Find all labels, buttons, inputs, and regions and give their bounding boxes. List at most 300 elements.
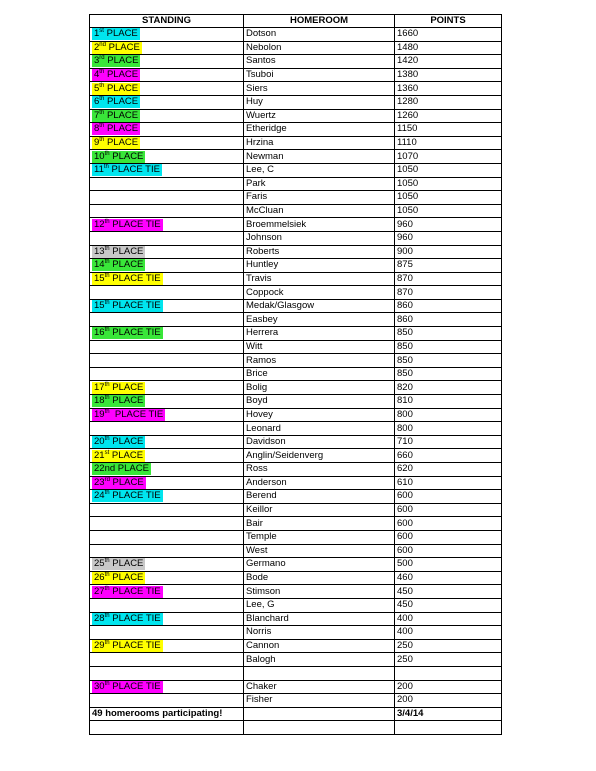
- table-row: [90, 327, 502, 341]
- place-number: 18: [94, 395, 105, 407]
- points-cell: 870: [395, 272, 502, 286]
- table-row: [90, 367, 502, 381]
- points-cell: 1360: [395, 82, 502, 96]
- standing-cell: [90, 245, 244, 259]
- place-label: PLACE TIE: [108, 164, 160, 176]
- table-row: [90, 666, 502, 680]
- table-row: [90, 95, 502, 109]
- place-badge: [92, 300, 163, 312]
- homeroom-cell: Anderson: [244, 476, 395, 490]
- homeroom-cell: Ross: [244, 463, 395, 477]
- place-label: PLACE: [105, 41, 140, 53]
- points-cell: 660: [395, 449, 502, 463]
- place-label: PLACE: [104, 109, 139, 121]
- points-cell: 1110: [395, 136, 502, 150]
- participants-note: 49 homerooms participating!: [90, 707, 244, 721]
- place-number: 27: [94, 585, 105, 597]
- homeroom-cell: Dotson: [244, 28, 395, 42]
- homeroom-cell: Lee, C: [244, 163, 395, 177]
- standing-cell: [90, 626, 244, 640]
- place-number: 25: [94, 558, 105, 570]
- place-ordinal-suffix: th: [104, 639, 110, 646]
- place-number: 19: [94, 408, 105, 420]
- table-row: [90, 231, 502, 245]
- homeroom-cell: Witt: [244, 340, 395, 354]
- place-label: PLACE TIE: [109, 585, 161, 597]
- place-badge: [92, 273, 163, 285]
- place-number: 13: [94, 245, 105, 257]
- points-cell: 400: [395, 612, 502, 626]
- points-cell: 960: [395, 218, 502, 232]
- standing-cell: [90, 354, 244, 368]
- table-row: [90, 68, 502, 82]
- table-row: [90, 530, 502, 544]
- standing-cell: [90, 639, 244, 653]
- standing-cell: [90, 571, 244, 585]
- place-ordinal-suffix: th: [104, 680, 110, 687]
- place-number: 10: [94, 150, 105, 162]
- standing-cell: [90, 136, 244, 150]
- footer-empty-cell: [244, 707, 395, 721]
- homeroom-cell: Nebolon: [244, 41, 395, 55]
- homeroom-cell: Coppock: [244, 286, 395, 300]
- place-number: 3: [94, 55, 100, 67]
- table-row: [90, 313, 502, 327]
- standing-cell: [90, 218, 244, 232]
- homeroom-cell: Stimson: [244, 585, 395, 599]
- place-number: 4: [94, 69, 100, 81]
- place-label: PLACE: [109, 259, 144, 271]
- place-badge: [92, 463, 151, 475]
- place-ordinal-suffix: th: [99, 96, 105, 103]
- homeroom-cell: Berend: [244, 490, 395, 504]
- place-number: 30: [94, 680, 105, 692]
- points-cell: 620: [395, 463, 502, 477]
- homeroom-cell: Brice: [244, 367, 395, 381]
- place-ordinal-suffix: th: [104, 300, 110, 307]
- standing-cell: [90, 41, 244, 55]
- place-ordinal-suffix: th: [104, 571, 110, 578]
- homeroom-cell: Boyd: [244, 395, 395, 409]
- place-badge: [92, 151, 145, 163]
- homeroom-cell: West: [244, 544, 395, 558]
- homeroom-header: HOMEROOM: [244, 15, 395, 28]
- points-cell: 850: [395, 367, 502, 381]
- place-number: 12: [94, 218, 105, 230]
- points-cell: 860: [395, 299, 502, 313]
- table-row: [90, 177, 502, 191]
- place-number: 8: [94, 123, 100, 135]
- place-number: 15: [94, 272, 105, 284]
- standing-cell: [90, 191, 244, 205]
- place-ordinal-suffix: th: [99, 109, 105, 116]
- homeroom-cell: Broemmelsiek: [244, 218, 395, 232]
- table-row: [90, 55, 502, 69]
- table-row: [90, 218, 502, 232]
- place-number: 20: [94, 436, 105, 448]
- homeroom-cell: Roberts: [244, 245, 395, 259]
- table-row: [90, 598, 502, 612]
- place-label: PLACE TIE: [109, 680, 161, 692]
- place-number: 9: [94, 137, 100, 149]
- table-row: [90, 109, 502, 123]
- place-ordinal-suffix: th: [99, 82, 105, 89]
- points-cell: 600: [395, 544, 502, 558]
- place-badge: [92, 219, 163, 231]
- standing-cell: [90, 395, 244, 409]
- standing-cell: [90, 503, 244, 517]
- standing-cell: [90, 123, 244, 137]
- place-number: 29: [94, 640, 105, 652]
- place-label: PLACE: [109, 395, 144, 407]
- homeroom-cell: McCluan: [244, 204, 395, 218]
- standing-cell: [90, 666, 244, 680]
- place-label: PLACE: [109, 150, 144, 162]
- place-badge: [92, 409, 165, 421]
- points-cell: 900: [395, 245, 502, 259]
- place-number: 11: [94, 164, 104, 176]
- place-ordinal-suffix: th: [104, 612, 110, 619]
- points-cell: 600: [395, 490, 502, 504]
- place-badge: [92, 586, 163, 598]
- place-ordinal-suffix: th: [104, 395, 110, 402]
- homeroom-cell: Park: [244, 177, 395, 191]
- table-row: [90, 680, 502, 694]
- table-row: [90, 694, 502, 708]
- place-ordinal-suffix: nd: [99, 41, 106, 48]
- place-ordinal-suffix: th: [104, 150, 110, 157]
- homeroom-cell: Germano: [244, 558, 395, 572]
- table-row: [90, 435, 502, 449]
- place-label: PLACE: [109, 558, 144, 570]
- standings-table: [89, 14, 502, 735]
- place-ordinal-suffix: th: [104, 585, 110, 592]
- place-label: PLACE TIE: [109, 300, 161, 312]
- blank-cell: [395, 721, 502, 735]
- place-label: PLACE TIE: [109, 408, 164, 420]
- standing-cell: [90, 367, 244, 381]
- table-row: [90, 490, 502, 504]
- table-row: [90, 299, 502, 313]
- place-ordinal-suffix: th: [104, 435, 110, 442]
- standing-cell: [90, 544, 244, 558]
- blank-row: [90, 721, 502, 735]
- points-cell: 870: [395, 286, 502, 300]
- table-row: [90, 41, 502, 55]
- place-label: PLACE TIE: [109, 327, 161, 339]
- points-cell: 1050: [395, 191, 502, 205]
- place-label: PLACE: [104, 55, 139, 67]
- homeroom-cell: Siers: [244, 82, 395, 96]
- points-cell: 1420: [395, 55, 502, 69]
- place-badge: [92, 613, 163, 625]
- place-ordinal-suffix: th: [104, 245, 110, 252]
- homeroom-cell: Faris: [244, 191, 395, 205]
- standing-cell: [90, 95, 244, 109]
- place-label: PLACE: [109, 449, 144, 461]
- place-number: 16: [94, 327, 105, 339]
- table-row: [90, 449, 502, 463]
- place-badge: [92, 395, 145, 407]
- table-row: [90, 463, 502, 477]
- standing-cell: [90, 82, 244, 96]
- standing-cell: [90, 612, 244, 626]
- place-badge: [92, 640, 163, 652]
- place-badge: [92, 259, 145, 271]
- points-cell: 850: [395, 340, 502, 354]
- place-label: PLACE: [109, 436, 144, 448]
- place-number: 14: [94, 259, 105, 271]
- points-cell: 1150: [395, 123, 502, 137]
- place-number: 22nd PLACE: [94, 463, 149, 475]
- standing-cell: [90, 653, 244, 667]
- standing-cell: [90, 598, 244, 612]
- homeroom-cell: [244, 666, 395, 680]
- homeroom-cell: Newman: [244, 150, 395, 164]
- place-ordinal-suffix: th: [104, 490, 110, 497]
- homeroom-cell: Hrzina: [244, 136, 395, 150]
- table-row: [90, 503, 502, 517]
- homeroom-cell: Davidson: [244, 435, 395, 449]
- homeroom-cell: Bode: [244, 571, 395, 585]
- points-cell: 500: [395, 558, 502, 572]
- points-cell: 1050: [395, 163, 502, 177]
- place-badge: [92, 246, 145, 258]
- homeroom-cell: Lee, G: [244, 598, 395, 612]
- standing-cell: [90, 204, 244, 218]
- points-cell: 450: [395, 585, 502, 599]
- homeroom-cell: Hovey: [244, 408, 395, 422]
- place-number: 1: [94, 28, 100, 40]
- place-label: PLACE: [104, 69, 139, 81]
- standing-cell: [90, 286, 244, 300]
- table-row: [90, 150, 502, 164]
- place-badge: [92, 382, 145, 394]
- standing-cell: [90, 680, 244, 694]
- place-label: PLACE: [104, 82, 139, 94]
- points-cell: 200: [395, 680, 502, 694]
- place-number: 21: [94, 449, 105, 461]
- place-label: PLACE TIE: [109, 218, 161, 230]
- place-badge: [92, 83, 140, 95]
- place-number: 15: [94, 300, 105, 312]
- standing-cell: [90, 435, 244, 449]
- date-cell: 3/4/14: [395, 707, 502, 721]
- standing-cell: [90, 381, 244, 395]
- place-number: 26: [94, 572, 105, 584]
- place-ordinal-suffix: th: [99, 123, 105, 130]
- standing-cell: [90, 313, 244, 327]
- place-ordinal-suffix: st: [99, 28, 104, 35]
- table-row: [90, 123, 502, 137]
- table-row: [90, 286, 502, 300]
- place-badge: [92, 572, 145, 584]
- standing-cell: [90, 109, 244, 123]
- standing-cell: [90, 28, 244, 42]
- place-badge: [92, 558, 145, 570]
- points-cell: 600: [395, 503, 502, 517]
- homeroom-cell: Etheridge: [244, 123, 395, 137]
- place-ordinal-suffix: th: [104, 408, 110, 415]
- place-number: 5: [94, 82, 100, 94]
- homeroom-cell: Huy: [244, 95, 395, 109]
- place-label: PLACE: [109, 245, 144, 257]
- points-cell: 250: [395, 653, 502, 667]
- homeroom-cell: Ramos: [244, 354, 395, 368]
- header-row: [90, 15, 502, 28]
- homeroom-cell: Wuertz: [244, 109, 395, 123]
- table-row: [90, 571, 502, 585]
- table-row: [90, 544, 502, 558]
- points-cell: 800: [395, 408, 502, 422]
- place-ordinal-suffix: th: [104, 272, 110, 279]
- homeroom-cell: Anglin/Seidenverg: [244, 449, 395, 463]
- table-row: [90, 204, 502, 218]
- table-row: [90, 259, 502, 273]
- standing-cell: [90, 163, 244, 177]
- place-number: 6: [94, 96, 100, 108]
- points-cell: 1660: [395, 28, 502, 42]
- standing-cell: [90, 231, 244, 245]
- place-badge: [92, 490, 163, 502]
- homeroom-cell: Medak/Glasgow: [244, 299, 395, 313]
- homeroom-cell: Fisher: [244, 694, 395, 708]
- homeroom-cell: Cannon: [244, 639, 395, 653]
- place-badge: [92, 327, 163, 339]
- place-ordinal-suffix: th: [99, 68, 105, 75]
- table-row: [90, 517, 502, 531]
- standing-cell: [90, 517, 244, 531]
- homeroom-cell: Huntley: [244, 259, 395, 273]
- place-badge: [92, 450, 145, 462]
- homeroom-cell: Tsuboi: [244, 68, 395, 82]
- points-cell: 1070: [395, 150, 502, 164]
- table-row: [90, 272, 502, 286]
- table-row: [90, 626, 502, 640]
- points-cell: 600: [395, 530, 502, 544]
- place-ordinal-suffix: th: [104, 218, 110, 225]
- homeroom-cell: Easbey: [244, 313, 395, 327]
- place-badge: [92, 123, 140, 135]
- standing-cell: [90, 408, 244, 422]
- table-row: [90, 476, 502, 490]
- table-row: [90, 653, 502, 667]
- standing-cell: [90, 490, 244, 504]
- points-cell: 1380: [395, 68, 502, 82]
- homeroom-cell: Balogh: [244, 653, 395, 667]
- standing-header: STANDING: [90, 15, 244, 28]
- homeroom-cell: Temple: [244, 530, 395, 544]
- points-cell: 710: [395, 435, 502, 449]
- place-badge: [92, 110, 140, 122]
- points-cell: [395, 666, 502, 680]
- table-row: [90, 422, 502, 436]
- homeroom-cell: Keillor: [244, 503, 395, 517]
- standing-cell: [90, 463, 244, 477]
- standing-cell: [90, 177, 244, 191]
- place-ordinal-suffix: th: [99, 136, 105, 143]
- place-badge: [92, 96, 140, 108]
- place-badge: [92, 681, 163, 693]
- place-label: PLACE TIE: [109, 612, 161, 624]
- place-label: PLACE: [103, 28, 138, 40]
- footer-row: [90, 707, 502, 721]
- standing-cell: [90, 327, 244, 341]
- homeroom-cell: Chaker: [244, 680, 395, 694]
- points-cell: 610: [395, 476, 502, 490]
- place-badge: [92, 55, 140, 67]
- place-badge: [92, 477, 146, 489]
- points-cell: 960: [395, 231, 502, 245]
- place-label: PLACE TIE: [109, 272, 161, 284]
- blank-cell: [90, 721, 244, 735]
- table-row: [90, 28, 502, 42]
- place-number: 28: [94, 612, 105, 624]
- standings-body: [90, 28, 502, 708]
- standing-cell: [90, 449, 244, 463]
- standing-cell: [90, 422, 244, 436]
- points-cell: 1280: [395, 95, 502, 109]
- place-badge: [92, 42, 142, 54]
- points-cell: 400: [395, 626, 502, 640]
- place-number: 17: [94, 381, 105, 393]
- table-row: [90, 395, 502, 409]
- place-label: PLACE TIE: [109, 490, 161, 502]
- points-cell: 850: [395, 354, 502, 368]
- homeroom-cell: Travis: [244, 272, 395, 286]
- homeroom-cell: Santos: [244, 55, 395, 69]
- points-cell: 450: [395, 598, 502, 612]
- table-row: [90, 82, 502, 96]
- points-cell: 850: [395, 327, 502, 341]
- place-label: PLACE: [104, 96, 139, 108]
- points-cell: 860: [395, 313, 502, 327]
- points-cell: 250: [395, 639, 502, 653]
- place-number: 24: [94, 490, 105, 502]
- homeroom-cell: Blanchard: [244, 612, 395, 626]
- place-badge: [92, 28, 140, 40]
- homeroom-cell: Bair: [244, 517, 395, 531]
- place-label: PLACE: [104, 137, 139, 149]
- homeroom-cell: Leonard: [244, 422, 395, 436]
- table-row: [90, 639, 502, 653]
- standing-cell: [90, 694, 244, 708]
- place-ordinal-suffix: rd: [99, 55, 105, 62]
- place-number: 23: [94, 476, 105, 488]
- table-row: [90, 136, 502, 150]
- points-cell: 1050: [395, 204, 502, 218]
- place-ordinal-suffix: th: [104, 558, 110, 565]
- standing-cell: [90, 150, 244, 164]
- table-row: [90, 408, 502, 422]
- points-cell: 800: [395, 422, 502, 436]
- place-ordinal-suffix: rd: [104, 476, 110, 483]
- place-badge: [92, 164, 162, 176]
- place-label: PLACE TIE: [109, 640, 161, 652]
- place-badge: [92, 69, 140, 81]
- points-cell: 600: [395, 517, 502, 531]
- standing-cell: [90, 585, 244, 599]
- homeroom-cell: Bolig: [244, 381, 395, 395]
- place-number: 2: [94, 41, 100, 53]
- points-cell: 820: [395, 381, 502, 395]
- place-ordinal-suffix: th: [104, 259, 110, 266]
- standing-cell: [90, 558, 244, 572]
- table-row: [90, 191, 502, 205]
- homeroom-cell: Herrera: [244, 327, 395, 341]
- standing-cell: [90, 530, 244, 544]
- table-row: [90, 612, 502, 626]
